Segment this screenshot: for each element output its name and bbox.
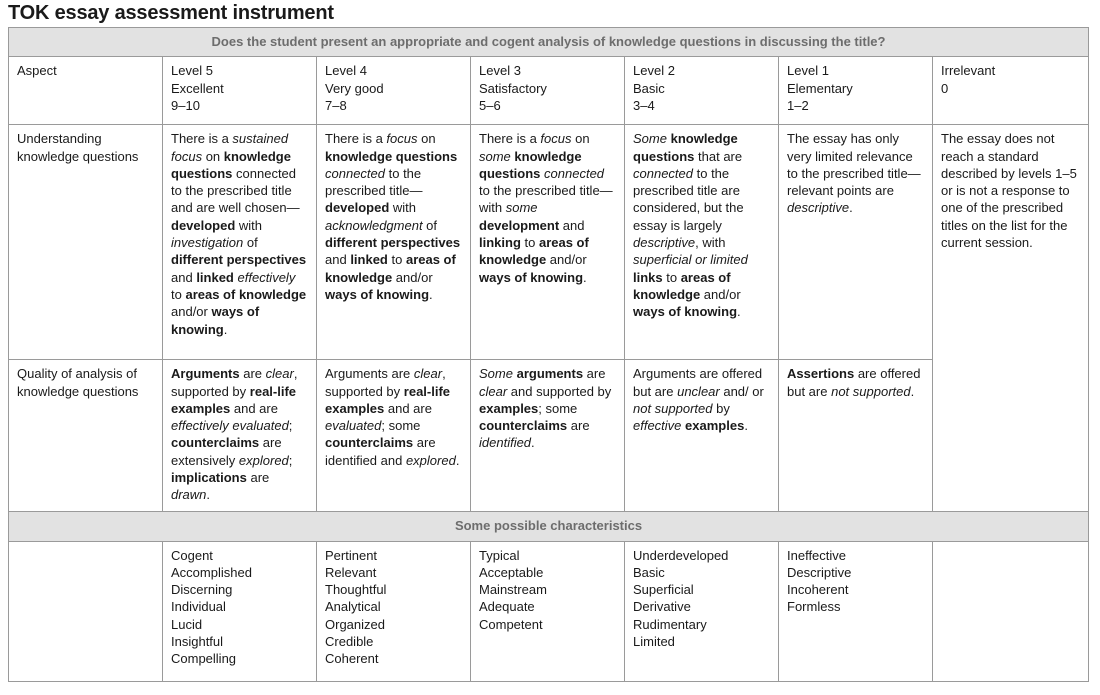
characteristics-irrelevant-empty bbox=[933, 541, 1089, 681]
characteristic: Coherent bbox=[325, 651, 379, 667]
quality-level2: Arguments are offered but are unclear and/ or not supported by effective examples. bbox=[625, 360, 779, 512]
characteristics-level4 bbox=[317, 541, 471, 681]
characteristic: Analytical bbox=[325, 599, 381, 615]
characteristics-level1 bbox=[779, 541, 933, 681]
characteristic: Incoherent bbox=[787, 582, 849, 598]
level1-header bbox=[779, 57, 933, 125]
understanding-level4: There is a focus on knowledge questions connected to the prescribed title—developed with acknowledgment of different perspectives and linked to areas of knowledge and/or ways of knowing. bbox=[317, 125, 471, 360]
aspect-header bbox=[9, 57, 163, 125]
characteristics-band: Some possible characteristics bbox=[9, 512, 1089, 541]
characteristic: Competent bbox=[479, 616, 543, 632]
understanding-row bbox=[9, 125, 1089, 360]
level2-header bbox=[625, 57, 779, 125]
level-range: 1–2 bbox=[787, 97, 809, 113]
characteristic: Compelling bbox=[171, 651, 237, 667]
characteristic: Thoughtful bbox=[325, 582, 387, 598]
characteristics-level2 bbox=[625, 541, 779, 681]
aspect-header-label: Aspect bbox=[17, 63, 57, 79]
level4-header bbox=[317, 57, 471, 125]
characteristic: Descriptive bbox=[787, 564, 852, 580]
characteristic: Underdeveloped bbox=[633, 547, 729, 563]
header-row bbox=[9, 57, 1089, 125]
characteristic: Lucid bbox=[171, 616, 203, 632]
quality-level1: Assertions are offered but are not supported. bbox=[779, 360, 933, 512]
level-range: 9–10 bbox=[171, 97, 200, 113]
characteristics-aspect-empty bbox=[9, 541, 163, 681]
quality-level5: Arguments are clear, supported by real-life examples and are effectively evaluated; counterclaims are extensively explored; implications are drawn. bbox=[163, 360, 317, 512]
document-title: TOK essay assessment instrument bbox=[8, 2, 334, 24]
level-name: Irrelevant bbox=[941, 63, 996, 79]
characteristic: Ineffective bbox=[787, 547, 847, 563]
characteristic: Credible bbox=[325, 634, 374, 650]
characteristic: Organized bbox=[325, 616, 385, 632]
characteristic: Individual bbox=[171, 599, 226, 615]
characteristic: Pertinent bbox=[325, 547, 378, 563]
characteristic: Mainstream bbox=[479, 582, 547, 598]
quality-aspect: Quality of analysis of knowledge questions bbox=[9, 360, 163, 512]
characteristic: Relevant bbox=[325, 564, 377, 580]
characteristic: Basic bbox=[633, 564, 665, 580]
characteristics-band-row bbox=[9, 512, 1089, 541]
level-label: 0 bbox=[941, 80, 949, 96]
irrelevant-description: The essay does not reach a standard described by levels 1–5 or is not a response to one of the prescribed titles on the list for the current session. bbox=[933, 125, 1089, 512]
characteristic: Rudimentary bbox=[633, 616, 707, 632]
level-label: Satisfactory bbox=[479, 80, 547, 96]
level-label: Excellent bbox=[171, 80, 224, 96]
level-range: 3–4 bbox=[633, 97, 655, 113]
characteristic: Formless bbox=[787, 599, 841, 615]
quality-row bbox=[9, 360, 1089, 512]
level-label: Elementary bbox=[787, 80, 853, 96]
characteristic: Limited bbox=[633, 634, 675, 650]
understanding-aspect: Understanding knowledge questions bbox=[9, 125, 163, 360]
characteristic: Adequate bbox=[479, 599, 535, 615]
characteristic: Typical bbox=[479, 547, 520, 563]
understanding-level2: Some knowledge questions that are connected to the prescribed title are considered, but the essay is largely descriptive, with superficial or limited links to areas of knowledge and/or ways of knowing. bbox=[625, 125, 779, 360]
level-name: Level 3 bbox=[479, 63, 521, 79]
level-range: 7–8 bbox=[325, 97, 347, 113]
characteristics-level3 bbox=[471, 541, 625, 681]
characteristic: Acceptable bbox=[479, 564, 544, 580]
characteristic: Accomplished bbox=[171, 564, 252, 580]
irrelevant-header bbox=[933, 57, 1089, 125]
level3-header bbox=[471, 57, 625, 125]
question-band-row bbox=[9, 28, 1089, 57]
assessment-table bbox=[8, 27, 1089, 682]
level-range: 5–6 bbox=[479, 97, 501, 113]
understanding-level5: There is a sustained focus on knowledge questions connected to the prescribed title and are well chosen—developed with investigation of different perspectives and linked effectively to areas of knowledge and/or ways of knowing. bbox=[163, 125, 317, 360]
characteristics-level5 bbox=[163, 541, 317, 681]
level-label: Basic bbox=[633, 80, 665, 96]
characteristic: Cogent bbox=[171, 547, 213, 563]
level-name: Level 2 bbox=[633, 63, 675, 79]
question-band: Does the student present an appropriate and cogent analysis of knowledge questions in discussing the title? bbox=[9, 28, 1089, 57]
characteristic: Insightful bbox=[171, 634, 224, 650]
quality-level4: Arguments are clear, supported by real-life examples and are evaluated; some counterclaims are identified and explored. bbox=[317, 360, 471, 512]
level-name: Level 5 bbox=[171, 63, 213, 79]
characteristics-row bbox=[9, 541, 1089, 681]
understanding-level3: There is a focus on some knowledge questions connected to the prescribed title—with some development and linking to areas of knowledge and/or ways of knowing. bbox=[471, 125, 625, 360]
level-name: Level 1 bbox=[787, 63, 829, 79]
characteristic: Discerning bbox=[171, 582, 233, 598]
quality-level3: Some arguments are clear and supported by examples; some counterclaims are identified. bbox=[471, 360, 625, 512]
characteristic: Derivative bbox=[633, 599, 691, 615]
level-name: Level 4 bbox=[325, 63, 367, 79]
level5-header bbox=[163, 57, 317, 125]
level-label: Very good bbox=[325, 80, 384, 96]
understanding-level1: The essay has only very limited relevance to the prescribed title—relevant points are descriptive. bbox=[779, 125, 933, 360]
characteristic: Superficial bbox=[633, 582, 694, 598]
